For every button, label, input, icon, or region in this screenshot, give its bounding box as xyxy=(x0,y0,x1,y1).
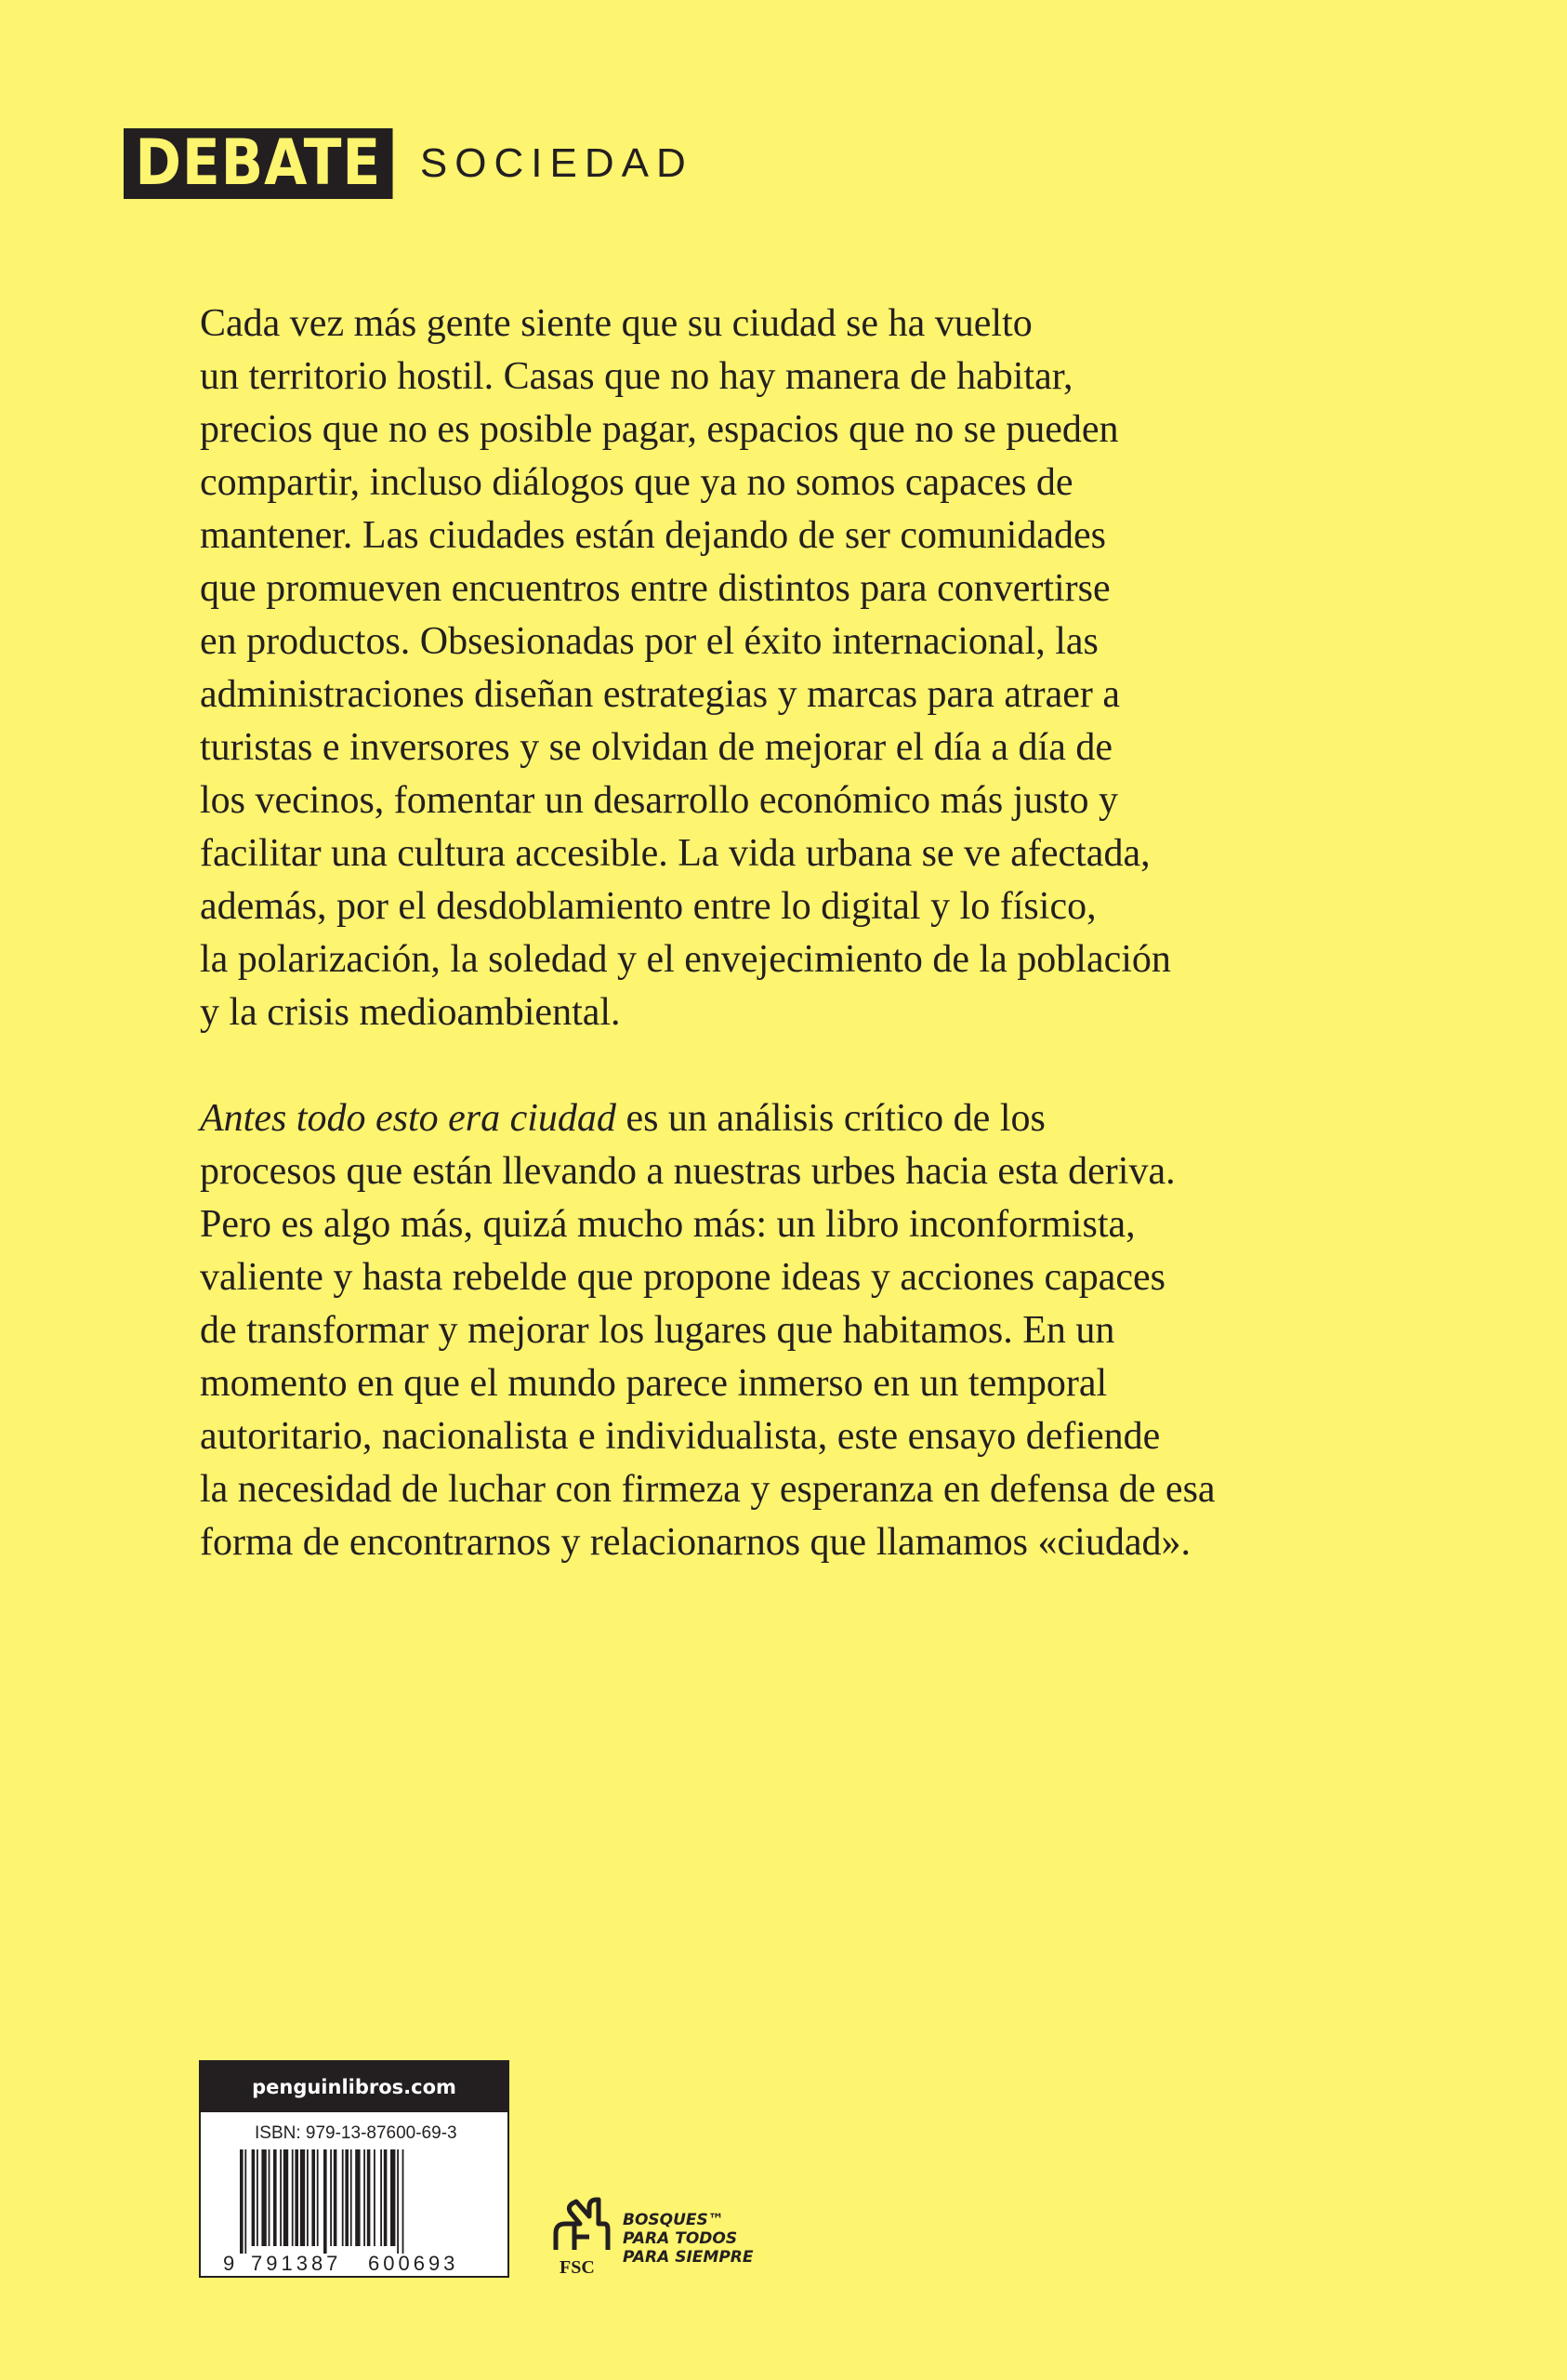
fsc-slogan xyxy=(623,2211,753,2267)
publisher-header xyxy=(124,128,693,199)
barcode-bar xyxy=(397,2149,399,2254)
text-line: que promueven encuentros entre distintos para convertirse xyxy=(200,567,1111,610)
text-line: y la crisis medioambiental. xyxy=(200,991,621,1034)
paragraph-spacer xyxy=(200,1039,1408,1092)
barcode-bar xyxy=(252,2149,256,2246)
blurb xyxy=(200,298,1408,1569)
barcode-bar xyxy=(317,2149,319,2246)
barcode-bar xyxy=(269,2149,270,2246)
barcode-bar xyxy=(273,2149,277,2246)
barcode-bar xyxy=(367,2149,371,2246)
barcode-bar xyxy=(295,2149,298,2246)
paragraph-2 xyxy=(200,1092,1408,1569)
text-line: momento en que el mundo parece inmerso en un temporal xyxy=(200,1362,1108,1405)
barcode-bar xyxy=(283,2149,288,2246)
barcode-bar xyxy=(402,2149,404,2254)
barcode-bar xyxy=(240,2149,244,2254)
fsc-tree-icon xyxy=(548,2196,613,2255)
barcode-bar xyxy=(330,2149,332,2246)
collection-name: SOCIEDAD xyxy=(419,140,693,186)
fsc-label: FSC xyxy=(560,2257,595,2278)
fsc-line: PARA TODOS xyxy=(623,2229,738,2248)
barcode-bar xyxy=(342,2149,344,2246)
text-line: la polarización, la soledad y el envejecimiento de la población xyxy=(200,938,1171,981)
text-line: en productos. Obsesionadas por el éxito internacional, las xyxy=(200,620,1099,663)
text-line: además, por el desdoblamiento entre lo digital y lo físico, xyxy=(200,885,1097,928)
barcode-bar xyxy=(244,2149,246,2254)
barcode-bar xyxy=(355,2149,360,2246)
fsc-line: BOSQUES™ xyxy=(623,2211,724,2229)
text-line: autoritario, nacionalista e individualista, este ensayo defiende xyxy=(200,1415,1161,1458)
text-line: un territorio hostil. Casas que no hay manera de habitar, xyxy=(200,355,1073,398)
barcode-bar xyxy=(390,2149,395,2246)
barcode-bar xyxy=(300,2149,305,2246)
barcode-bar xyxy=(374,2149,375,2246)
barcode-bar xyxy=(334,2149,337,2246)
barcode-bar xyxy=(280,2149,282,2246)
book-title: Antes todo esto era ciudad xyxy=(200,1097,616,1140)
text-line: de transformar y mejorar los lugares que habitamos. En un xyxy=(200,1309,1115,1352)
website-url: penguinlibros.com xyxy=(201,2062,507,2112)
barcode-bar xyxy=(345,2149,349,2246)
text-line: forma de encontrarnos y relacionarnos que llamamos «ciudad». xyxy=(200,1521,1191,1564)
fsc-line: PARA SIEMPRE xyxy=(623,2248,754,2267)
barcode-bar xyxy=(363,2149,365,2246)
barcode-block xyxy=(199,2060,509,2278)
barcode-bar xyxy=(350,2149,352,2246)
text-line: administraciones diseñan estrategias y marcas para atraer a xyxy=(200,673,1121,716)
isbn-number: ISBN: 979-13-87600-69-3 xyxy=(255,2123,457,2143)
text-line: los vecinos, fomentar un desarrollo económico más justo y xyxy=(200,779,1118,822)
barcode-digit-first: 9 xyxy=(223,2252,235,2275)
barcode-bar xyxy=(292,2149,294,2246)
barcode-icon xyxy=(219,2146,493,2276)
barcode-digits-left: 791387 xyxy=(251,2252,342,2275)
text-line: compartir, incluso diálogos que ya no somos capaces de xyxy=(200,461,1073,504)
paragraph-1 xyxy=(200,298,1408,1039)
barcode-bar xyxy=(261,2149,266,2246)
text-line: facilitar una cultura accesible. La vida urbana se ve afectada, xyxy=(200,832,1151,875)
text-line: mantener. Las ciudades están dejando de ser comunidades xyxy=(200,514,1106,557)
text-line: precios que no es posible pagar, espacios que no se pueden xyxy=(200,408,1119,451)
text-line: Pero es algo más, quizá mucho más: un libro inconformista, xyxy=(200,1203,1136,1246)
text-fragment: es un análisis crítico de los xyxy=(615,1097,1046,1140)
barcode-bar xyxy=(380,2149,382,2246)
barcode-bar xyxy=(323,2149,327,2254)
text-line: valiente y hasta rebelde que propone ideas y acciones capaces xyxy=(200,1256,1166,1299)
text-line: procesos que están llevando a nuestras urbes hacia esta deriva. xyxy=(200,1150,1176,1193)
barcode-bar xyxy=(311,2149,315,2246)
text-line: la necesidad de luchar con firmeza y esperanza en defensa de esa xyxy=(200,1468,1216,1511)
barcode-bar xyxy=(307,2149,309,2246)
publisher-logo: DEBATE xyxy=(124,128,392,199)
barcode-bar xyxy=(257,2149,258,2246)
text-line: turistas e inversores y se olvidan de mejorar el día a día de xyxy=(200,726,1113,769)
barcode-bar xyxy=(384,2149,388,2246)
text-line: Cada vez más gente siente que su ciudad se ha vuelto xyxy=(200,302,1033,345)
barcode-digits-right: 600693 xyxy=(368,2252,459,2275)
text-line xyxy=(200,1092,1408,1145)
